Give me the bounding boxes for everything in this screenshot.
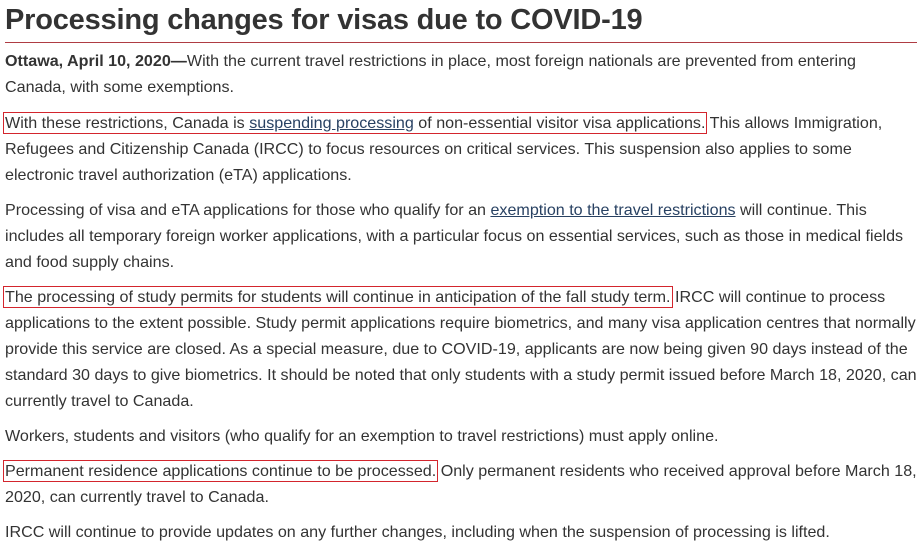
highlight-box-study-permits: The processing of study permits for students will continue in anticipation of the fall study term. — [5, 288, 671, 306]
exemption-link[interactable]: exemption to the travel restrictions — [490, 201, 736, 219]
intro-text: With the current travel restrictions in place, most foreign nationals are prevented from entering Canada, with some exemptions. — [5, 52, 856, 96]
paragraph-permanent-residence — [5, 458, 917, 510]
highlight-box-permanent-residence: Permanent residence applications continue to be processed. — [5, 462, 437, 480]
apply-online-text: Workers, students and visitors (who qualify for an exemption to travel restrictions) must apply online. — [5, 427, 719, 445]
paragraph-intro — [5, 48, 917, 100]
title-divider — [5, 42, 917, 43]
dateline: Ottawa, April 10, 2020— — [5, 52, 187, 70]
highlight-box-suspension — [5, 114, 705, 132]
paragraph-study-permits — [5, 284, 917, 414]
paragraph-updates — [5, 519, 917, 545]
exemptions-text-start: Processing of visa and eTA applications for those who qualify for an — [5, 201, 491, 219]
paragraph-exemptions — [5, 197, 917, 275]
paragraph-apply-online — [5, 423, 917, 449]
suspension-text-end: of non-essential visitor visa applications. — [413, 114, 706, 132]
permanent-residence-rest: Only permanent residents who received approval before March 18, 2020, can currently travel to Canada. — [5, 462, 917, 506]
updates-text: IRCC will continue to provide updates on any further changes, including when the suspension of processing is lifted. — [5, 523, 830, 541]
suspension-text-start: With these restrictions, Canada is — [5, 114, 250, 132]
page-title: Processing changes for visas due to COVID-19 — [5, 4, 643, 36]
suspending-processing-link[interactable]: suspending processing — [249, 114, 414, 132]
exemptions-text-end: will continue. This includes all temporary foreign worker applications, with a particular focus on essential services, such as those in medical fields and food supply chains. — [5, 201, 904, 271]
paragraph-suspension — [5, 110, 917, 188]
suspension-rest: This allows Immigration, Refugees and Citizenship Canada (IRCC) to focus resources on critical services. This suspension also applies to some electronic travel authorization (eTA) applications. — [5, 114, 883, 184]
study-permits-rest: IRCC will continue to process applications to the extent possible. Study permit applications require biometrics, and many visa application centres that normally provide this service are closed. As a special measure, due to COVID-19, applicants are now being given 90 days instead of the standard 30 days to give biometrics. It should be noted that only students with a study permit issued before March 18, 2020, can currently travel to Canada. — [5, 288, 917, 410]
